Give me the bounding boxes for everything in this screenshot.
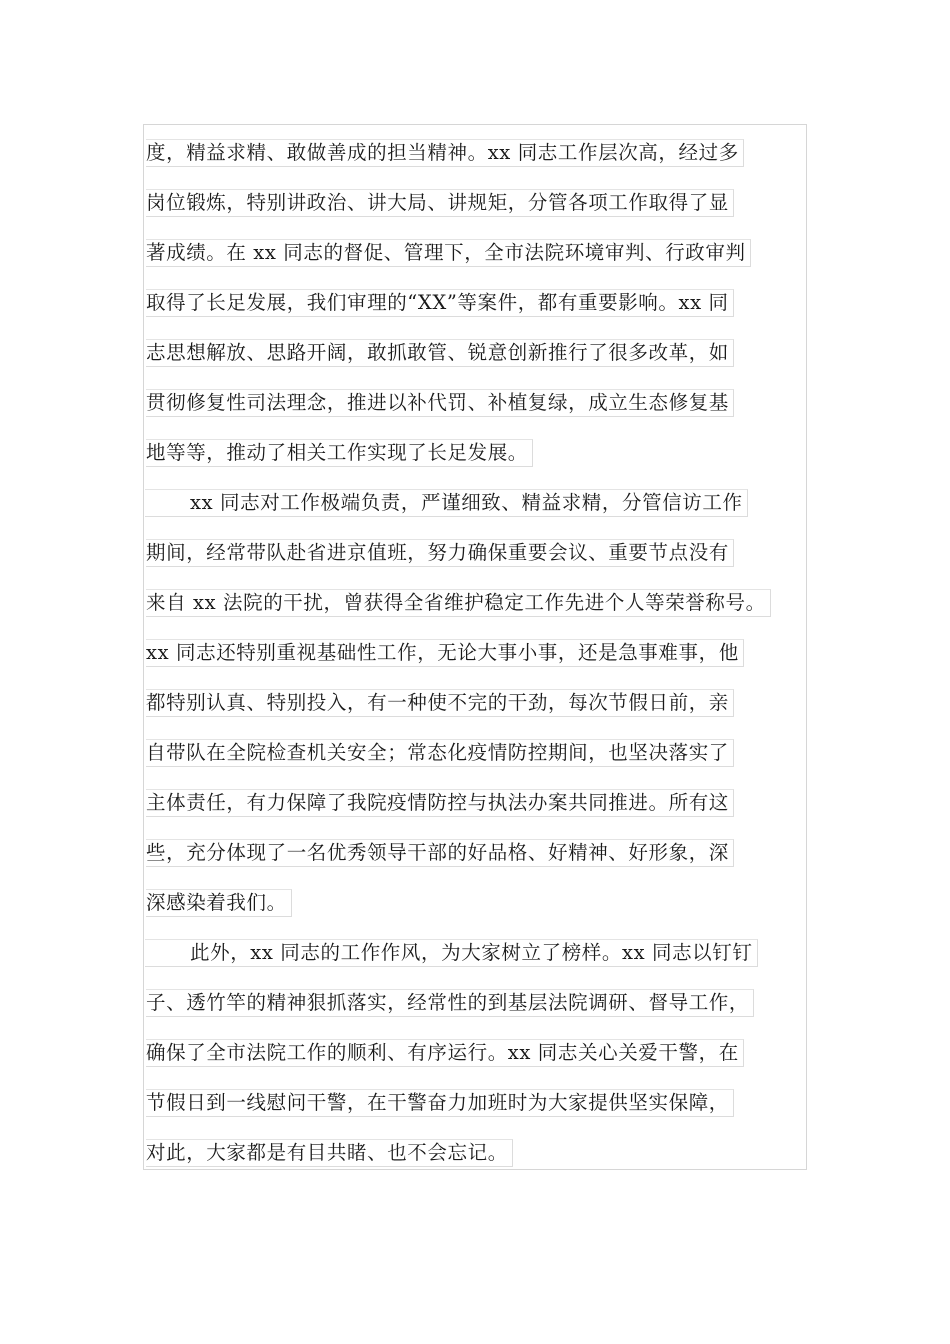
line-text: 度，精益求精、敢做善成的担当精神。xx 同志工作层次高，经过多 [146,139,744,167]
text-line [145,1028,845,1078]
line-text: 自带队在全院检查机关安全；常态化疫情防控期间，也坚决落实了 [146,739,734,767]
line-text: 主体责任，有力保障了我院疫情防控与执法办案共同推进。所有这 [146,789,734,817]
line-text: 深感染着我们。 [146,889,292,917]
text-line [145,128,845,178]
text-line [145,828,845,878]
line-text: 些，充分体现了一名优秀领导干部的好品格、好精神、好形象，深 [146,839,734,867]
text-line [145,728,845,778]
line-text: 岗位锻炼，特别讲政治、讲大局、讲规矩，分管各项工作取得了显 [146,189,734,217]
line-text: xx 同志对工作极端负责，严谨细致、精益求精，分管信访工作 [145,489,748,517]
document-body [145,128,845,1178]
text-line [145,978,845,1028]
line-text: 著成绩。在 xx 同志的督促、管理下，全市法院环境审判、行政审判 [146,239,751,267]
text-line [145,678,845,728]
line-text: 地等等，推动了相关工作实现了长足发展。 [146,439,533,467]
text-line [145,628,845,678]
line-text: 确保了全市法院工作的顺利、有序运行。xx 同志关心关爱干警，在 [146,1039,744,1067]
line-text: 对此，大家都是有目共睹、也不会忘记。 [146,1139,513,1167]
text-line [145,378,845,428]
text-line [145,878,845,928]
line-text: xx 同志还特别重视基础性工作，无论大事小事，还是急事难事，他 [146,639,744,667]
line-text: 期间，经常带队赴省进京值班，努力确保重要会议、重要节点没有 [146,539,734,567]
text-line [145,578,845,628]
text-line [145,528,845,578]
paragraph-first-line [145,928,845,978]
text-line [145,778,845,828]
line-text: 此外，xx 同志的工作作风，为大家树立了榜样。xx 同志以钉钉 [145,939,758,967]
line-text: 来自 xx 法院的干扰，曾获得全省维护稳定工作先进个人等荣誉称号。 [146,589,771,617]
line-text: 志思想解放、思路开阔，敢抓敢管、锐意创新推行了很多改革，如 [146,339,734,367]
line-text: 都特别认真、特别投入，有一种使不完的干劲，每次节假日前，亲 [146,689,734,717]
text-line [145,278,845,328]
paragraph-first-line [145,478,845,528]
line-text: 取得了长足发展，我们审理的“XX”等案件，都有重要影响。xx 同 [146,289,734,317]
text-line [145,1128,845,1178]
text-line [145,228,845,278]
line-text: 子、透竹竿的精神狠抓落实，经常性的到基层法院调研、督导工作， [146,989,754,1017]
text-line [145,1078,845,1128]
text-line [145,328,845,378]
text-line [145,428,845,478]
line-text: 节假日到一线慰问干警，在干警奋力加班时为大家提供坚实保障， [146,1089,734,1117]
line-text: 贯彻修复性司法理念，推进以补代罚、补植复绿，成立生态修复基 [146,389,734,417]
text-line [145,178,845,228]
